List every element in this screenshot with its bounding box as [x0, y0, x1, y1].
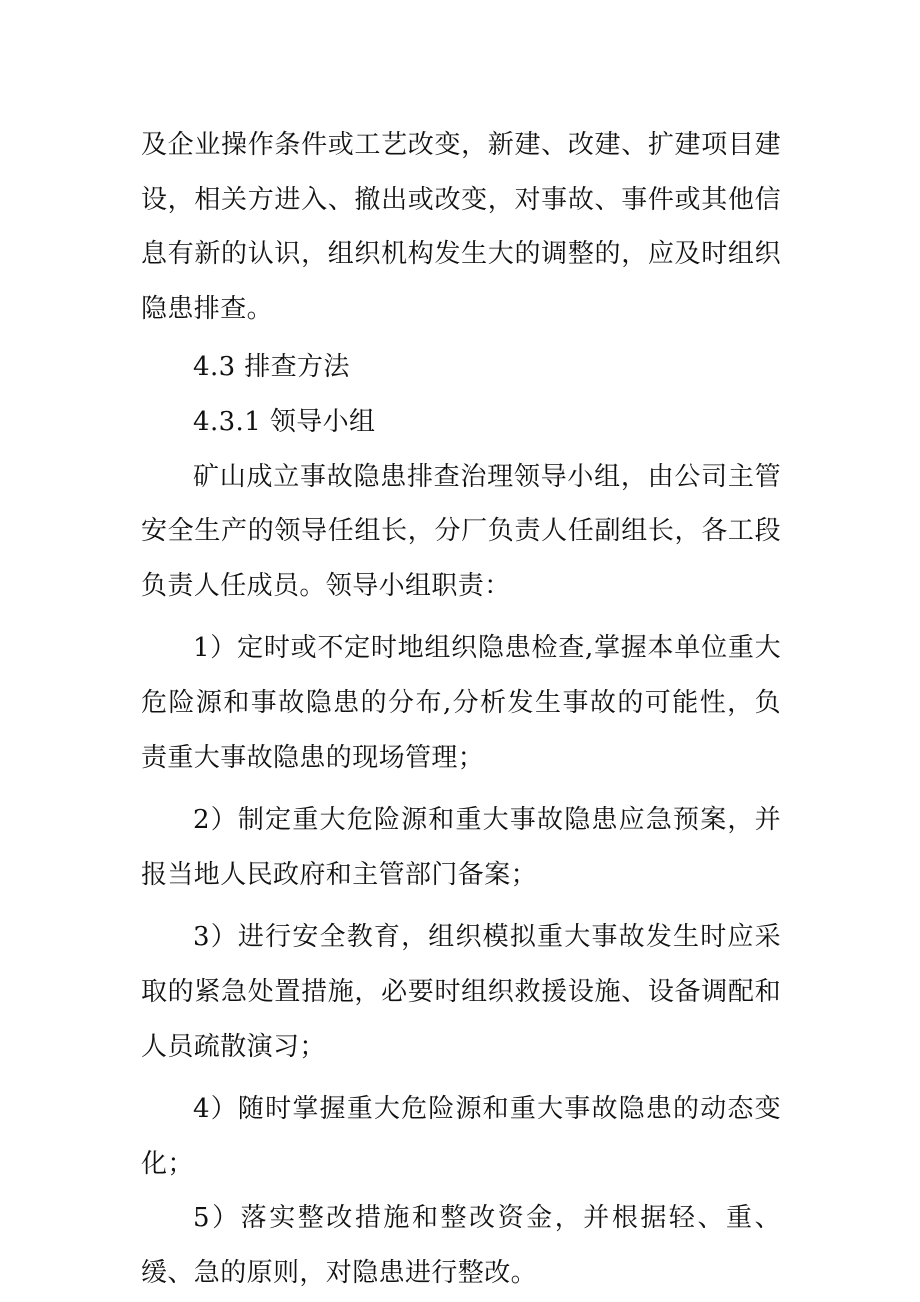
section-heading-4-3: 4.3 排查方法: [193, 352, 350, 383]
section-heading-4-3-1: 4.3.1 领导小组: [193, 406, 376, 437]
list-item-3: 3）进行安全教育，组织模拟重大事故发生时应采取的紧急处置措施，必要时组织救援设施、设备调配和人员疏散演习；: [141, 922, 781, 1062]
document-body: [141, 118, 781, 1300]
list-item-4: 4）随时掌握重大危险源和重大事故隐患的动态变化；: [141, 1094, 781, 1179]
list-item-2: 2）制定重大危险源和重大事故隐患应急预案，并报当地人民政府和主管部门备案；: [141, 805, 781, 890]
paragraph-leadership-group: 矿山成立事故隐患排查治理领导小组，由公司主管安全生产的领导任组长，分厂负责人任副组长，各工段负责人任成员。领导小组职责：: [141, 461, 781, 601]
list-item-1: 1）定时或不定时地组织隐患检查,掌握本单位重大危险源和事故隐患的分布,分析发生事故的可能性，负责重大事故隐患的现场管理；: [141, 633, 781, 773]
list-item-5: 5）落实整改措施和整改资金，并根据轻、重、缓、急的原则，对隐患进行整改。: [141, 1203, 781, 1288]
paragraph-continuation: 及企业操作条件或工艺改变，新建、改建、扩建项目建设，相关方进入、撤出或改变，对事故、事件或其他信息有新的认识，组织机构发生大的调整的，应及时组织隐患排查。: [141, 130, 781, 324]
